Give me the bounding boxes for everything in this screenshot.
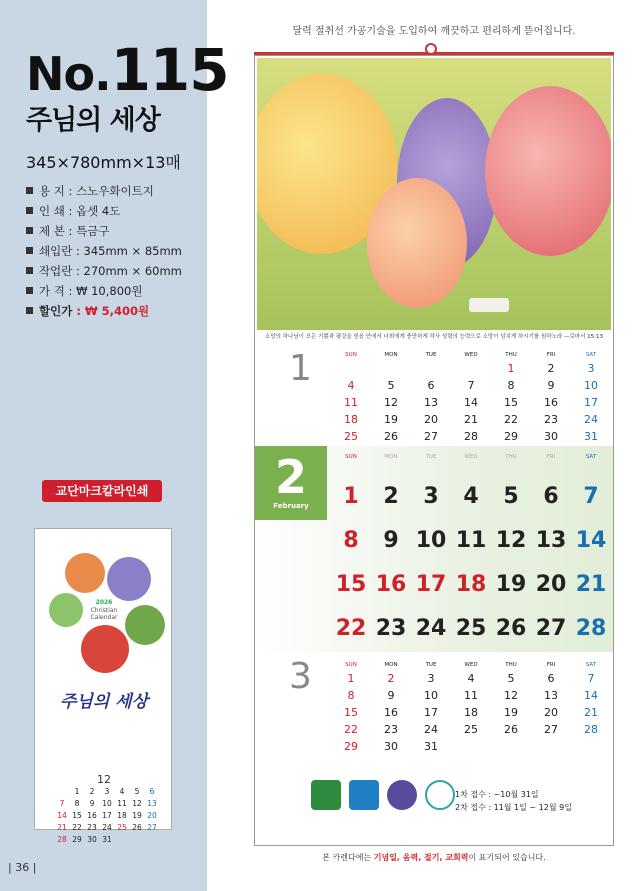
week-row: 25 26 27 28 29 30 31	[344, 430, 598, 443]
left-info-panel	[0, 0, 229, 891]
week-row: 1 2 3 4 5 6 7	[347, 672, 595, 685]
week-row: 22 23 24 25 26 27 28	[335, 616, 607, 641]
thumb-grape-circle	[107, 557, 151, 601]
feb-month-tab: 2 February	[255, 446, 327, 520]
week-row: 15 16 17 18 19 20 21	[335, 572, 607, 597]
week-row: 22 23 24 25 26 27 28	[344, 723, 598, 736]
spec-list	[26, 183, 182, 323]
spec-item: 가 격 : ₩ 10,800원	[26, 283, 182, 303]
thumb-flower-circle	[81, 625, 129, 673]
week-row: 1 2 3 4 5 6 7	[343, 484, 599, 509]
month-grid-jan	[331, 352, 611, 447]
week-row: 11 12 13 14 15 16 17	[344, 396, 598, 409]
denomination-mark-badge: 교단마크칼라인쇄	[42, 480, 162, 502]
thumb-month: 12	[97, 773, 111, 786]
month-number-jan: 1	[289, 348, 312, 389]
weekday-header: SUN MON TUE WED THU FRI SAT	[345, 454, 597, 460]
thumb-week: 7 8 9 10 11 12 13	[59, 799, 157, 808]
footer-note: 본 카렌다에는 기념일, 음력, 절기, 교회력이 표기되어 있습니다.	[322, 853, 546, 862]
painting-caption: 소망의 하나님이 모든 기쁨과 평강을 믿음 안에서 너희에게 충만하게 하사 성령의 능력으로 소망이 넘치게 하시기를 원하노라 —로마서 15:13	[265, 334, 603, 340]
thumb-week: 21 22 23 24 25 26 27	[57, 823, 157, 832]
order-deadlines: 1차 접수 : ~10월 31일 2차 접수 : 11월 1일 ~ 12월 9일	[455, 790, 572, 812]
thumb-year: 2026	[95, 599, 113, 606]
seal-logo-icon	[425, 780, 455, 810]
calendar-thumbnail	[34, 528, 172, 844]
thumb-week: 28 29 30 31	[57, 835, 112, 844]
week-row: 18 19 20 21 22 23 24	[344, 413, 598, 426]
spec-item: 제 본 : 특금구	[26, 223, 182, 243]
spec-item: 용 지 : 스노우화이트지	[26, 183, 182, 203]
bible-logo-icon	[349, 780, 379, 810]
thumb-title: 주님의 세상	[59, 692, 149, 712]
spec-item: 작업란 : 270mm × 60mm	[26, 263, 182, 283]
product-number: No.115	[26, 36, 229, 104]
product-name: 주님의 세상	[26, 105, 160, 136]
page-number: | 36 |	[8, 861, 37, 874]
thumb-week: 1 2 3 4 5 6	[74, 787, 155, 796]
thumb-label-2: Calendar	[90, 614, 118, 621]
month-grid-feb	[331, 454, 611, 660]
hanger-hook	[425, 43, 437, 55]
spec-item: 쇄입란 : 345mm × 85mm	[26, 243, 182, 263]
dove-logo-icon	[387, 780, 417, 810]
week-row: 8 9 10 11 12 13 14	[347, 689, 598, 702]
cross-logo-icon	[311, 780, 341, 810]
spec-item: 인 쇄 : 옵셋 4도	[26, 203, 182, 223]
week-row: 29 30 31	[344, 740, 438, 753]
week-row: 8 9 10 11 12 13 14	[343, 528, 607, 553]
weekday-header: SUN MON TUE WED THU FRI SAT	[345, 662, 597, 668]
product-size: 345×780mm×13매	[26, 153, 181, 172]
pink-tree	[485, 86, 611, 256]
sale-price: 할인가 : ₩ 5,400원	[26, 303, 182, 323]
church-logos	[311, 780, 455, 810]
painting-image	[257, 58, 611, 330]
top-caption: 달력 절취선 가공기술을 도입하여 깨끗하고 편리하게 뜯어집니다.	[292, 26, 576, 37]
thumb-label-1: Christian	[90, 607, 118, 614]
month-grid-mar	[331, 662, 611, 757]
peach-tree	[367, 178, 467, 308]
thumb-month-grid	[55, 787, 159, 847]
thumb-week: 14 15 16 17 18 19 20	[57, 811, 157, 820]
week-row: 4 5 6 7 8 9 10	[347, 379, 598, 392]
week-row: 15 16 17 18 19 20 21	[344, 706, 598, 719]
month-number-mar: 3	[289, 656, 312, 697]
wall-calendar	[254, 55, 614, 846]
weekday-header: SUN MON TUE WED THU FRI SAT	[345, 352, 597, 358]
week-row: 1 2 3	[507, 362, 595, 375]
bench	[469, 298, 509, 312]
thumb-fruit-circle	[65, 553, 105, 593]
